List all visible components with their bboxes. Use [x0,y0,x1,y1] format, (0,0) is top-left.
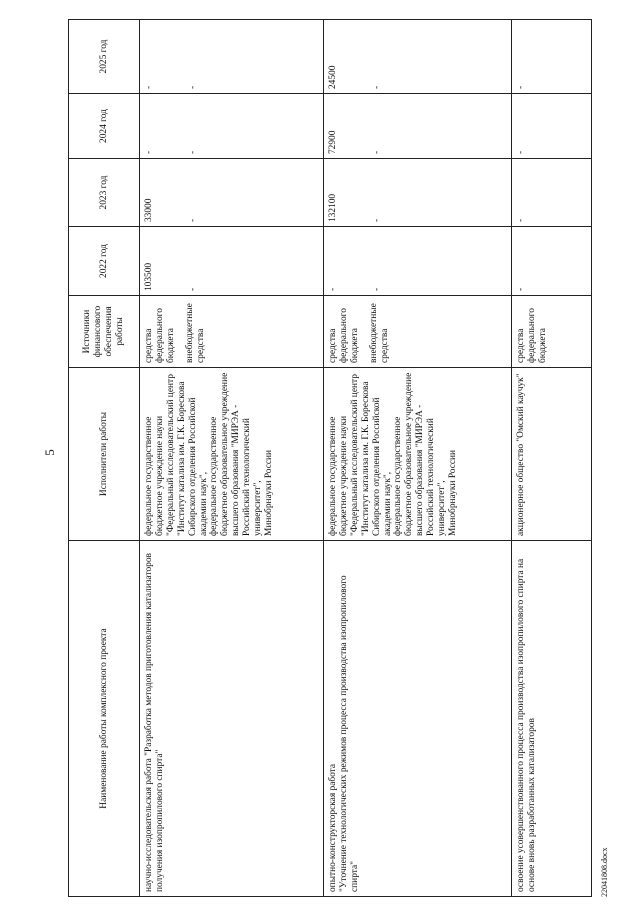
funding-sources-cell [512,296,592,368]
value-federal: 103500 [144,262,154,291]
table-row [140,20,324,897]
executors-cell [140,368,324,541]
year-2023-cell [324,159,512,227]
year-2022-cell [512,227,592,296]
value-federal: 24500 [328,65,338,89]
year-2022-cell [140,227,324,296]
year-2025-cell [140,20,324,94]
table-row [512,20,592,897]
funding-sources-cell [324,296,512,368]
funding-source-extrabudgetary: внебюджетные средства [368,303,390,363]
value-federal: - [516,150,526,154]
work-name-cell [512,541,592,897]
executors-cell [512,368,592,541]
value-federal: - [144,150,154,154]
value-federal: 33000 [144,198,154,222]
funding-source-extrabudgetary: внебюджетные средства [184,303,206,363]
value-extrabudgetary: - [371,287,382,291]
value-extrabudgetary: - [371,150,382,154]
executors-cell [324,368,512,541]
header-year-2025: 2025 год [69,20,140,94]
year-2025-cell [324,20,512,94]
table-row [324,20,512,897]
project-works-table [68,19,592,897]
table-header-row [69,20,140,897]
value-federal: - [516,287,526,291]
executors-text: федеральное государственное бюджетное учреждение науки "Федеральный исследовательский центр "Институт катализа им. Г.К. Борескова Сибирского отделения Российской академии наук", федеральное государственное бюджетное образовательное учреждение высшего образования "МИРЭА - Российский технологический университет", Минобрнауки России [144,372,274,536]
funding-source-federal: средства федерального бюджета [516,308,548,363]
year-2025-cell [512,20,592,94]
work-name-cell [324,541,512,897]
value-extrabudgetary: - [187,218,198,222]
value-extrabudgetary: - [371,218,382,222]
header-year-2022: 2022 год [69,227,140,296]
work-name-text: освоение усовершенствованного процесса производства изопропилового спирта на основе вновь разработанных катализаторов [516,558,537,892]
work-name-text: опытно-конструкторская работа "Уточнение технологических режимов процесса производства изопропилового спирта" [328,575,360,892]
year-2024-cell [512,94,592,159]
funding-source-federal: средства федерального бюджета [328,308,360,363]
header-funding-sources: Источники финансового обеспечения работы [69,296,140,368]
work-name-cell [140,541,324,897]
value-federal: - [516,85,526,89]
funding-source-federal: средства федерального бюджета [144,308,176,363]
value-extrabudgetary: - [187,287,198,291]
year-2023-cell [140,159,324,227]
header-year-2024: 2024 год [69,94,140,159]
document-file-id: 22041808.docx [600,847,609,897]
page-number: 5 [42,449,57,456]
value-extrabudgetary: - [187,150,198,154]
value-federal: - [328,287,338,291]
year-2024-cell [140,94,324,159]
value-federal: - [516,218,526,222]
value-federal: 132100 [328,193,338,222]
value-federal: 72900 [328,130,338,154]
value-federal: - [144,85,154,89]
value-extrabudgetary: - [371,85,382,89]
work-name-text: научно-исследовательская работа "Разработка методов приготовления катализаторов получения изопропилового спирта" [144,553,165,892]
funding-sources-cell [140,296,324,368]
executors-text: федеральное государственное бюджетное учреждение науки "Федеральный исследовательский центр "Институт катализа им. Г.К. Борескова Сибирского отделения Российской академии наук", федеральное государственное бюджетное образовательное учреждение высшего образования "МИРЭА - Российский технологический университет", Минобрнауки России [328,372,458,536]
header-year-2023: 2023 год [69,159,140,227]
executors-text: акционерное общество "Омский каучук" [516,373,526,536]
year-2024-cell [324,94,512,159]
value-extrabudgetary: - [187,85,198,89]
year-2023-cell [512,159,592,227]
year-2022-cell [324,227,512,296]
header-work-name: Наименование работы комплексного проекта [69,541,140,897]
header-executors: Исполнители работы [69,368,140,541]
